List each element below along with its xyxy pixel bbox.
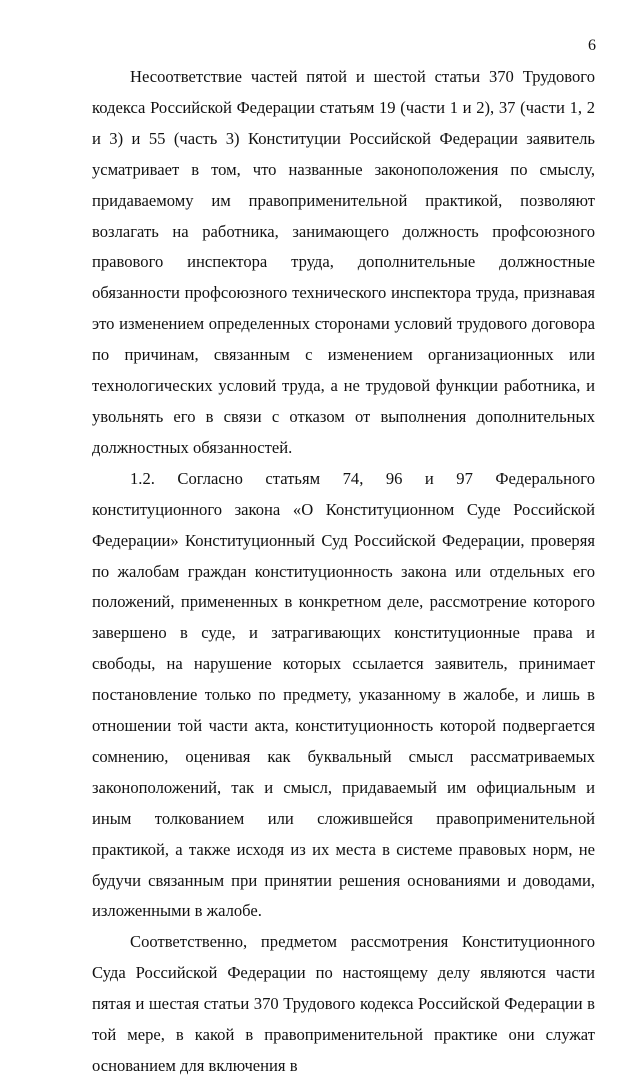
document-body (92, 62, 595, 1082)
paragraph-article-370-noncompliance: Несоответствие частей пятой и шестой статьи 370 Трудового кодекса Российской Федерации статьям 19 (части 1 и 2), 37 (части 1, 2 и 3) и 55 (часть 3) Конституции Российской Федерации заявитель усматривает в том, что названные законоположения по смыслу, придаваемому им правоприменительной практикой, позволяют возлагать на работника, занимающего должность профсоюзного правового инспектора труда, дополнительные должностные обязанности профсоюзного технического инспектора труда, признавая это изменением определенных сторонами условий трудового договора по причинам, связанным с изменением организационных или технологических условий труда, а не трудовой функции работника, и увольнять его в связи с отказом от выполнения дополнительных должностных обязанностей. (92, 67, 595, 457)
paragraph-subject-of-review: Соответственно, предметом рассмотрения Конституционного Суда Российской Федерации по настоящему делу являются части пятая и шестая статьи 370 Трудового кодекса Российской Федерации в той мере, в какой в правоприменительной практике они служат основанием для включения в (92, 932, 595, 1075)
page-number: 6 (588, 37, 596, 54)
paragraph-section-1-2: 1.2. Согласно статьям 74, 96 и 97 Федерального конституционного закона «О Конституционном Суде Российской Федерации» Конституционный Суд Российской Федерации, проверяя по жалобам граждан конституционность закона или отдельных его положений, примененных в конкретном деле, рассмотрение которого завершено в суде, и затрагивающих конституционные права и свободы, на нарушение которых ссылается заявитель, принимает постановление только по предмету, указанному в жалобе, и лишь в отношении той части акта, конституционность которой подвергается сомнению, оценивая как буквальный смысл рассматриваемых законоположений, так и смысл, придаваемый им официальным и иным толкованием или сложившейся правоприменительной практикой, а также исходя из их места в системе правовых норм, не будучи связанным при принятии решения основаниями и доводами, изложенными в жалобе. (92, 468, 595, 921)
